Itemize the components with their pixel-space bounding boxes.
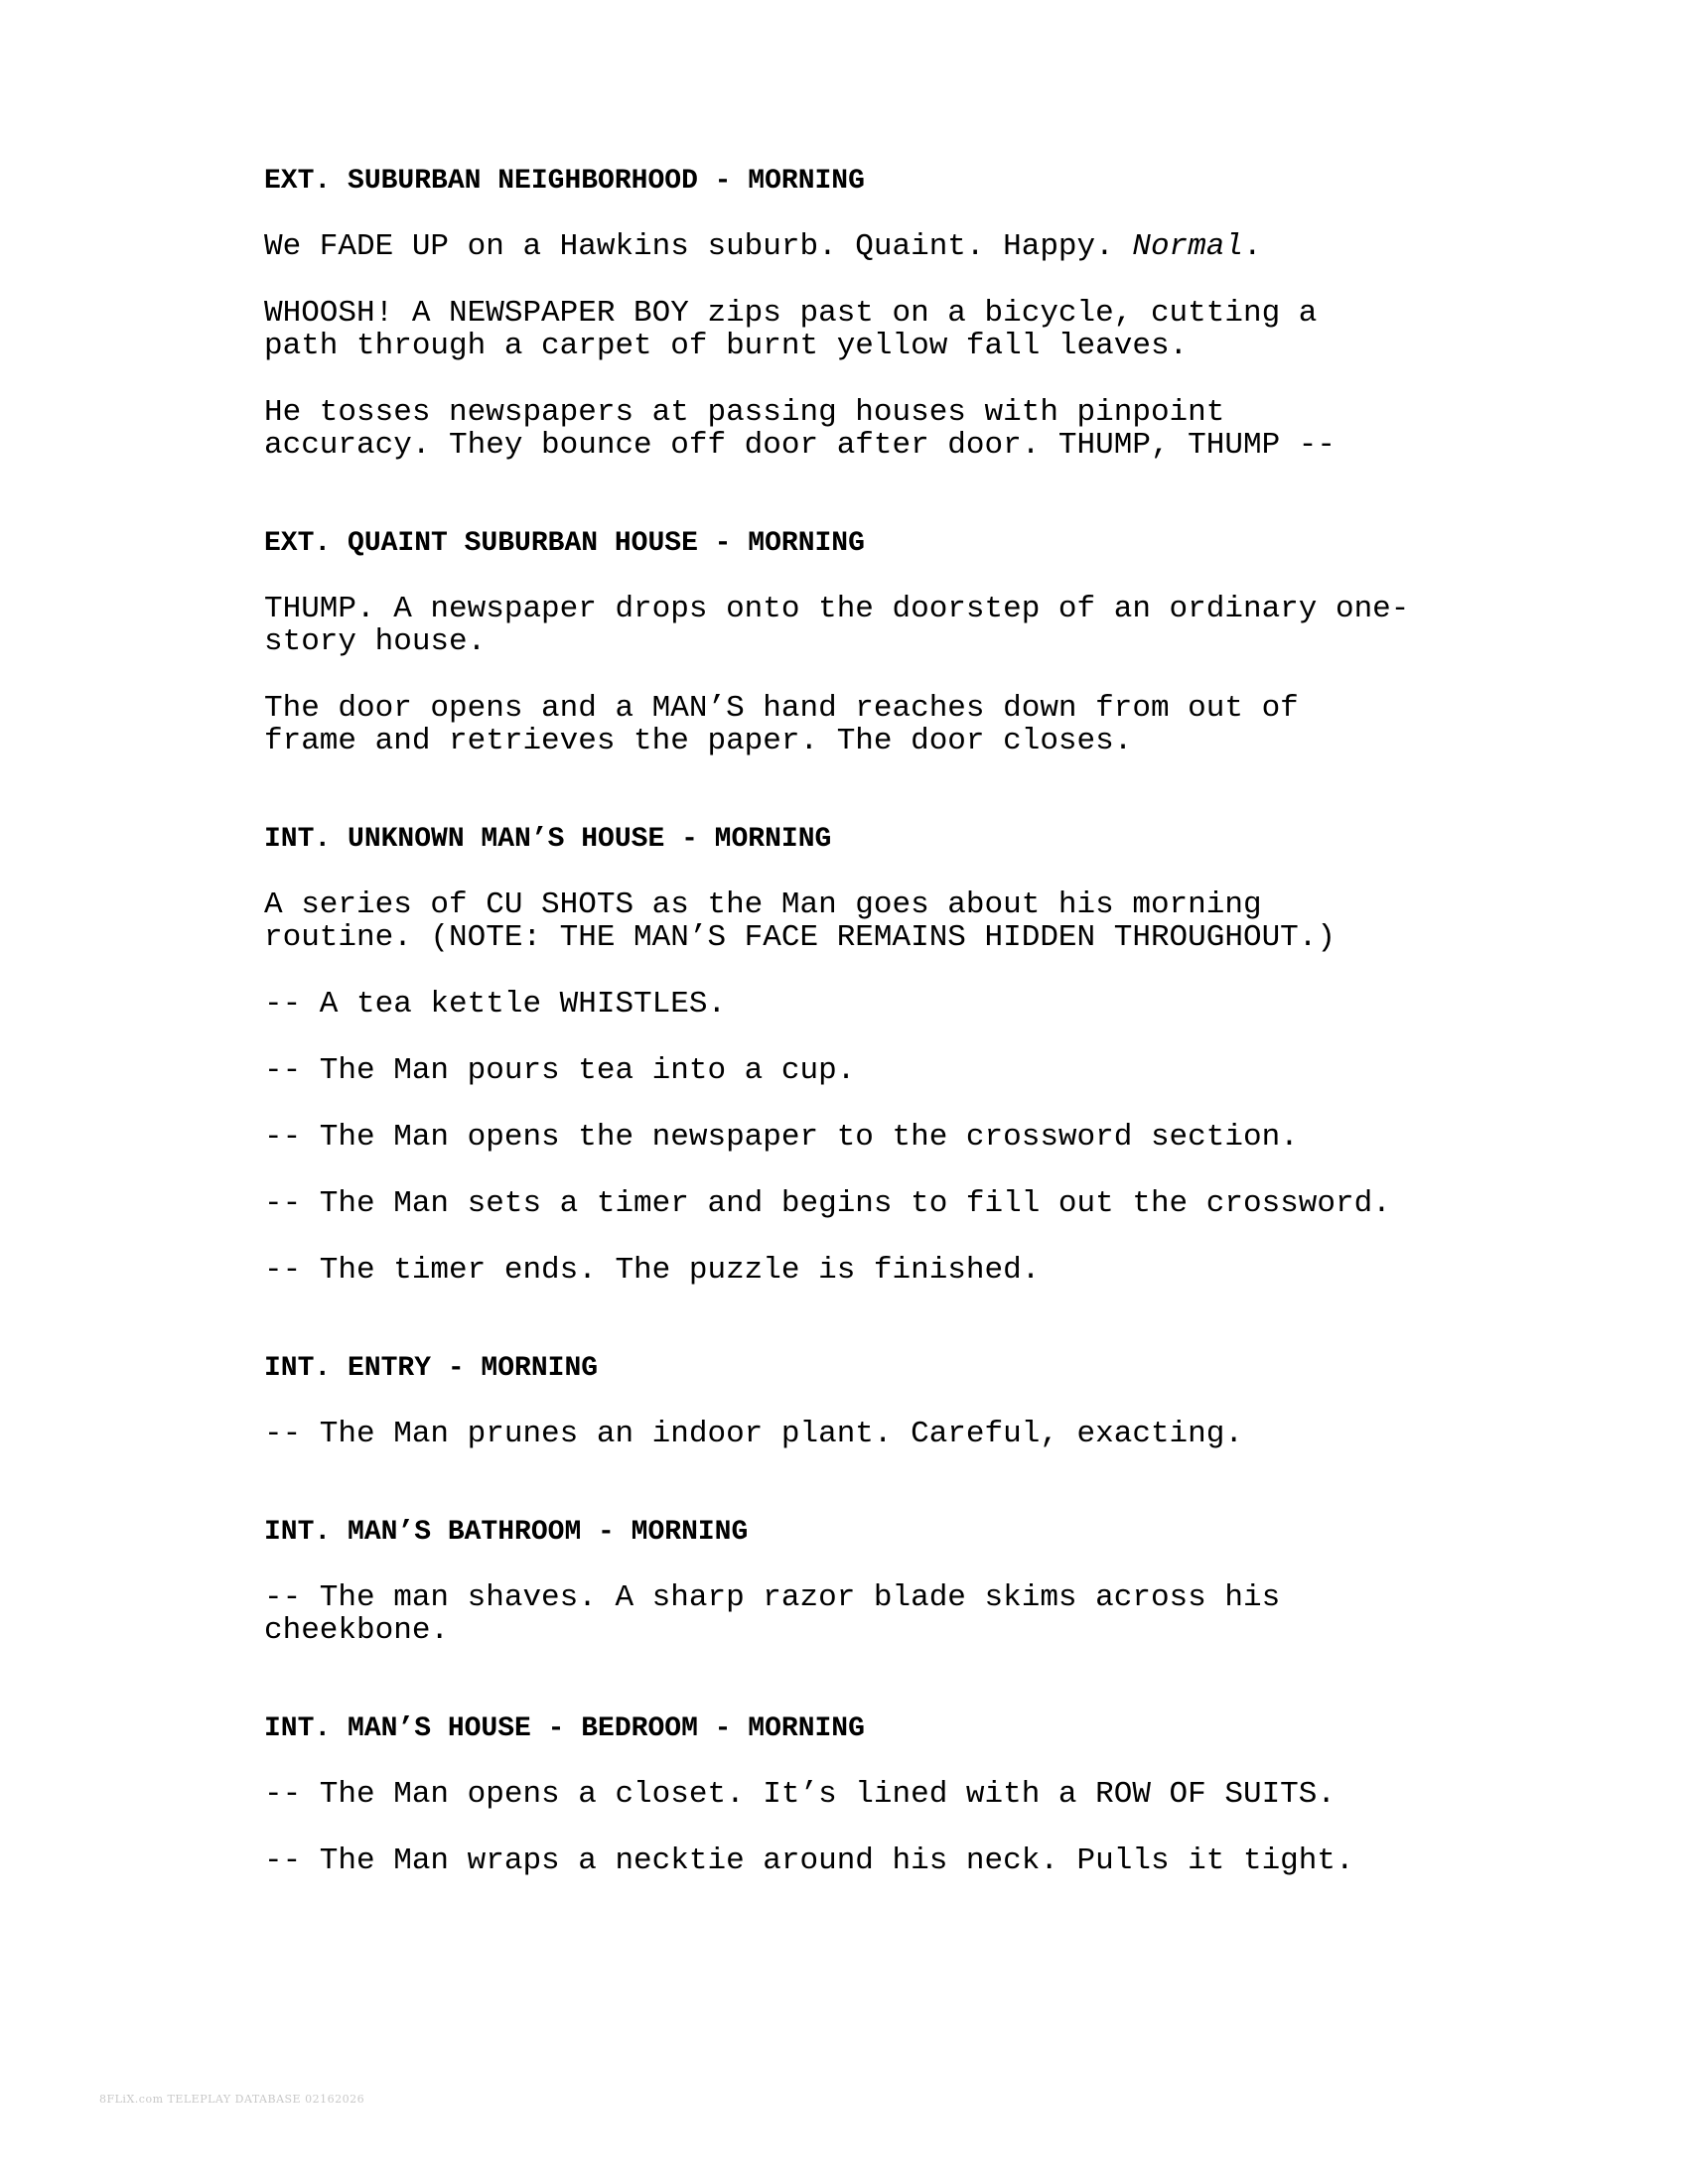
scene [264, 1352, 1456, 1450]
action-line: A series of CU SHOTS as the Man goes about his morning routine. (NOTE: THE MAN’S FACE REMAINS HIDDEN THROUGHOUT.) [264, 887, 1336, 955]
scene [264, 1516, 1456, 1647]
action-line: The door opens and a MAN’S hand reaches down from out of frame and retrieves the paper. The door closes. [264, 691, 1299, 758]
scene-heading: INT. MAN’S BATHROOM - MORNING [264, 1517, 749, 1548]
action-line: -- The Man prunes an indoor plant. Careful, exacting. [264, 1417, 1243, 1451]
emphasis-text: Normal [1132, 229, 1243, 264]
script-page [264, 165, 1456, 1877]
action-line: WHOOSH! A NEWSPAPER BOY zips past on a bicycle, cutting a path through a carpet of burnt yellow fall leaves. [264, 296, 1318, 363]
scene-heading: EXT. SUBURBAN NEIGHBORHOOD - MORNING [264, 166, 865, 197]
action-line [264, 230, 1456, 263]
action-line: -- The man shaves. A sharp razor blade skims across his cheekbone. [264, 1580, 1281, 1648]
action-text: . [1242, 229, 1262, 264]
action-line: -- The Man pours tea into a cup. [264, 1053, 856, 1088]
watermark: 8FLiX.com TELEPLAY DATABASE 02162026 [99, 2093, 365, 2106]
action-line: -- The Man opens the newspaper to the crossword section. [264, 1120, 1299, 1155]
action-line: He tosses newspapers at passing houses with pinpoint accuracy. They bounce off door after door. THUMP, THUMP -- [264, 395, 1336, 463]
scene [264, 1712, 1456, 1877]
action-line: -- A tea kettle WHISTLES. [264, 987, 727, 1022]
scene [264, 527, 1456, 757]
action-line: -- The timer ends. The puzzle is finished. [264, 1253, 1041, 1288]
action-line: -- The Man opens a closet. It’s lined with a ROW OF SUITS. [264, 1777, 1336, 1812]
scene-heading: INT. UNKNOWN MAN’S HOUSE - MORNING [264, 824, 832, 855]
scene-heading: INT. ENTRY - MORNING [264, 1353, 599, 1384]
action-text: We FADE UP on a Hawkins suburb. Quaint. Happy. [264, 229, 1133, 264]
scene-heading: EXT. QUAINT SUBURBAN HOUSE - MORNING [264, 528, 865, 559]
action-line: -- The Man wraps a necktie around his neck. Pulls it tight. [264, 1843, 1354, 1878]
scene [264, 823, 1456, 1287]
action-line: -- The Man sets a timer and begins to fill out the crossword. [264, 1186, 1391, 1221]
action-line: THUMP. A newspaper drops onto the doorstep of an ordinary one- story house. [264, 592, 1410, 659]
scene [264, 165, 1456, 462]
scene-heading: INT. MAN’S HOUSE - BEDROOM - MORNING [264, 1713, 865, 1744]
